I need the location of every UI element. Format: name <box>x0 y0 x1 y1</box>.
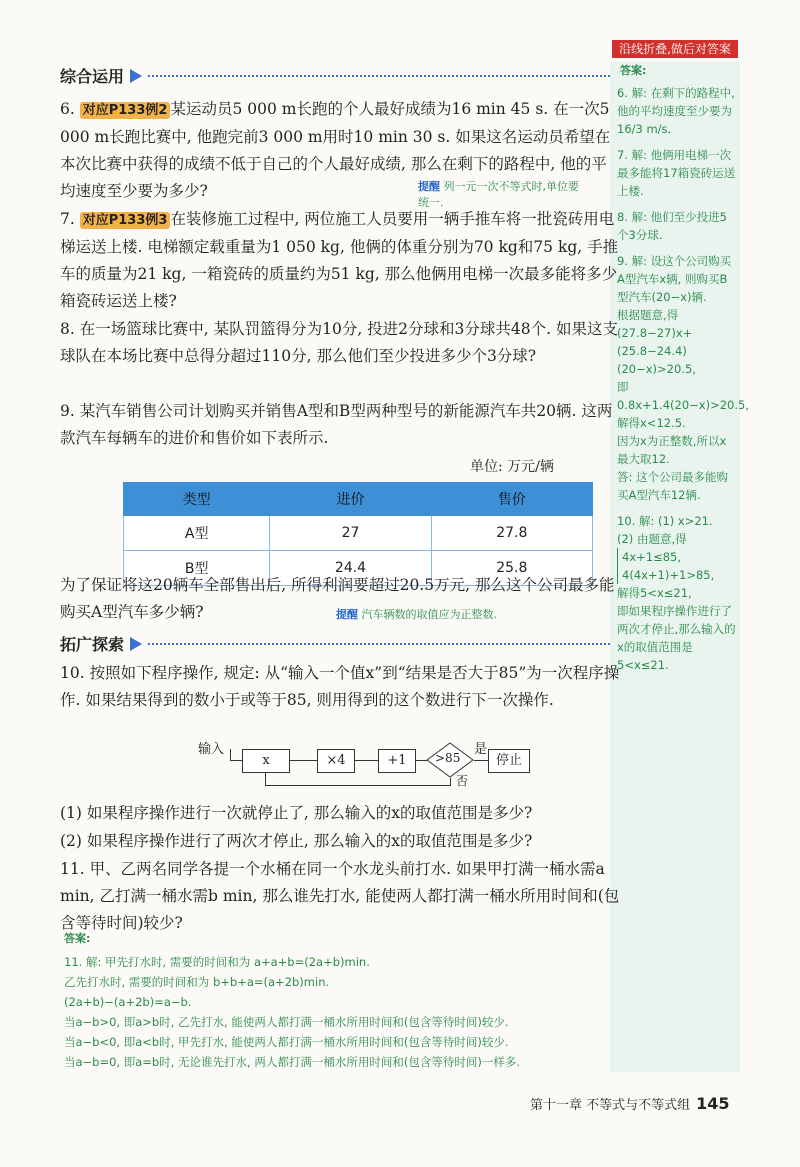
price-table <box>123 482 593 586</box>
question-9-part2: 为了保证将这20辆车全部售出后, 所得利润要超过20.5万元, 那么这个公司最多能购买A型汽车多少辆? <box>60 576 615 621</box>
flow-no-label: 否 <box>456 774 469 788</box>
question-9: 9. 某汽车销售公司计划购买并销售A型和B型两种型号的新能源汽车共20辆. 这两款汽车每辆车的进价和售价如下表所示. <box>60 402 613 447</box>
reference-tag: 对应P133例2 <box>80 102 171 119</box>
triangle-icon <box>130 637 142 651</box>
table-row: A型 27 27.8 <box>124 516 593 551</box>
table-header: 进价 <box>270 483 431 516</box>
answers-label-bottom: 答案: <box>64 932 91 945</box>
page-number: 145 <box>696 1094 730 1113</box>
flow-input-label: 输入 <box>198 742 225 757</box>
flow-box-stop: 停止 <box>488 749 530 773</box>
flow-box-multiply: ×4 <box>317 749 355 773</box>
question-7: 7. 对应P133例3 在装修施工过程中, 两位施工人员要用一辆手推车将一批瓷砖用电梯运送上楼. 电梯额定载重量为1 050 kg, 他俩的体重分别为70 kg和75 kg, 手推车的质量为21 kg, 一箱瓷砖的质量约为51 kg, 那么他俩用电梯一次最多能将多少箱瓷砖运送上楼? <box>60 210 619 310</box>
hint-q6: 提醒 列一元一次不等式时,单位要统一. <box>418 180 579 209</box>
section-heading-extension: 拓广探索 <box>60 632 610 655</box>
side-answers: 6. 解: 在剩下的路程中,他的平均速度至少要为 16/3 m/s. 7. 解: 他俩用电梯一次最多能将17箱瓷砖运送上楼. 8. 解: 他们至少投进5个3分球. 9. 解: 设这个公司购买A型汽车x辆, 则购买B型汽车(20−x)辆. 根据题意,得 (27.8−27)x+(25.8−24.4)(20−x)>20.5, 即0.8x+1.4(20−x)>20.5,解得x<12.5. 因为x为正整数,所以x最大取12. 答: 这个公司最多能购买A型汽车12辆. 10. 解: (1) x>21. (2) 由题意,得 4x+1≤85, 4(4x+1)+1>85, 解得5<x≤21, 即如果程序操作进行了两次才停止,那么输入的x的取值范围是5<x≤21. <box>617 86 749 672</box>
flow-box-add: +1 <box>378 749 416 773</box>
table-header: 售价 <box>431 483 592 516</box>
chapter-title: 第十一章 不等式与不等式组 <box>530 1098 691 1113</box>
section-heading-comprehensive: 综合运用 <box>60 64 610 87</box>
flow-yes-label: 是 <box>474 742 488 757</box>
flow-box-x: x <box>242 749 290 773</box>
flowchart <box>190 738 530 786</box>
fold-tag: 沿线折叠,做后对答案 <box>612 40 738 58</box>
question-8: 8. 在一场篮球比赛中, 某队罚篮得分为10分, 投进2分球和3分球共48个. 如果这支球队在本场比赛中总得分超过110分, 那么他们至少投进多少个3分球? <box>60 320 618 365</box>
question-10-sub1: (1) 如果程序操作进行一次就停止了, 那么输入的x的取值范围是多少? <box>60 804 533 822</box>
question-6: 6. 对应P133例2 某运动员5 000 m长跑的个人最好成绩为16 min 45 s. 在一次5 000 m长跑比赛中, 他跑完前3 000 m用时10 min 30 s. 如果这名运动员希望在本次比赛中获得的成绩不低于自己的个人最好成绩, 那么在剩下的路程中, 他的平均速度至少要为多少? <box>60 100 611 200</box>
bottom-answers: 11. 解: 甲先打水时, 需要的时间和为 a+a+b=(2a+b)min. 乙先打水时, 需要的时间和为 b+b+a=(a+2b)min. (2a+b)−(a+2b)=a−b. 当a−b>0, 即a>b时, 乙先打水, 能使两人都打满一桶水所用时间和(包含等待时间)较少. 当a−b<0, 即a<b时, 甲先打水, 能使两人都打满一桶水所用时间和(包含等待时间)较少. 当a−b=0, 即a=b时, 无论谁先打水, 两人都打满一桶水所用时间和(包含等待时间)一样多. <box>64 955 520 1069</box>
flow-compare-label: >85 <box>435 751 461 765</box>
table-unit: 单位: 万元/辆 <box>470 459 554 475</box>
question-11: 11. 甲、乙两名同学各提一个水桶在同一个水龙头前打水. 如果甲打满一桶水需a min, 乙打满一桶水需b min, 那么谁先打水, 能使两人都打满一桶水所用时间和(包含等待时间)较少? <box>60 860 620 932</box>
answers-label-side: 答案: <box>620 64 647 77</box>
table-header: 类型 <box>124 483 270 516</box>
question-10: 10. 按照如下程序操作, 规定: 从“输入一个值x”到“结果是否大于85”为一次程序操作. 如果结果得到的数小于或等于85, 则用得到的这个数进行下一次操作. <box>60 664 620 709</box>
reference-tag: 对应P133例3 <box>80 212 171 229</box>
triangle-icon <box>130 69 142 83</box>
table-row: B型 24.4 25.8 <box>124 551 593 586</box>
question-10-sub2: (2) 如果程序操作进行了两次才停止, 那么输入的x的取值范围是多少? <box>60 832 533 850</box>
hint-q9: 提醒 汽车辆数的取值应为正整数. <box>336 608 497 621</box>
page-footer <box>530 1094 730 1113</box>
